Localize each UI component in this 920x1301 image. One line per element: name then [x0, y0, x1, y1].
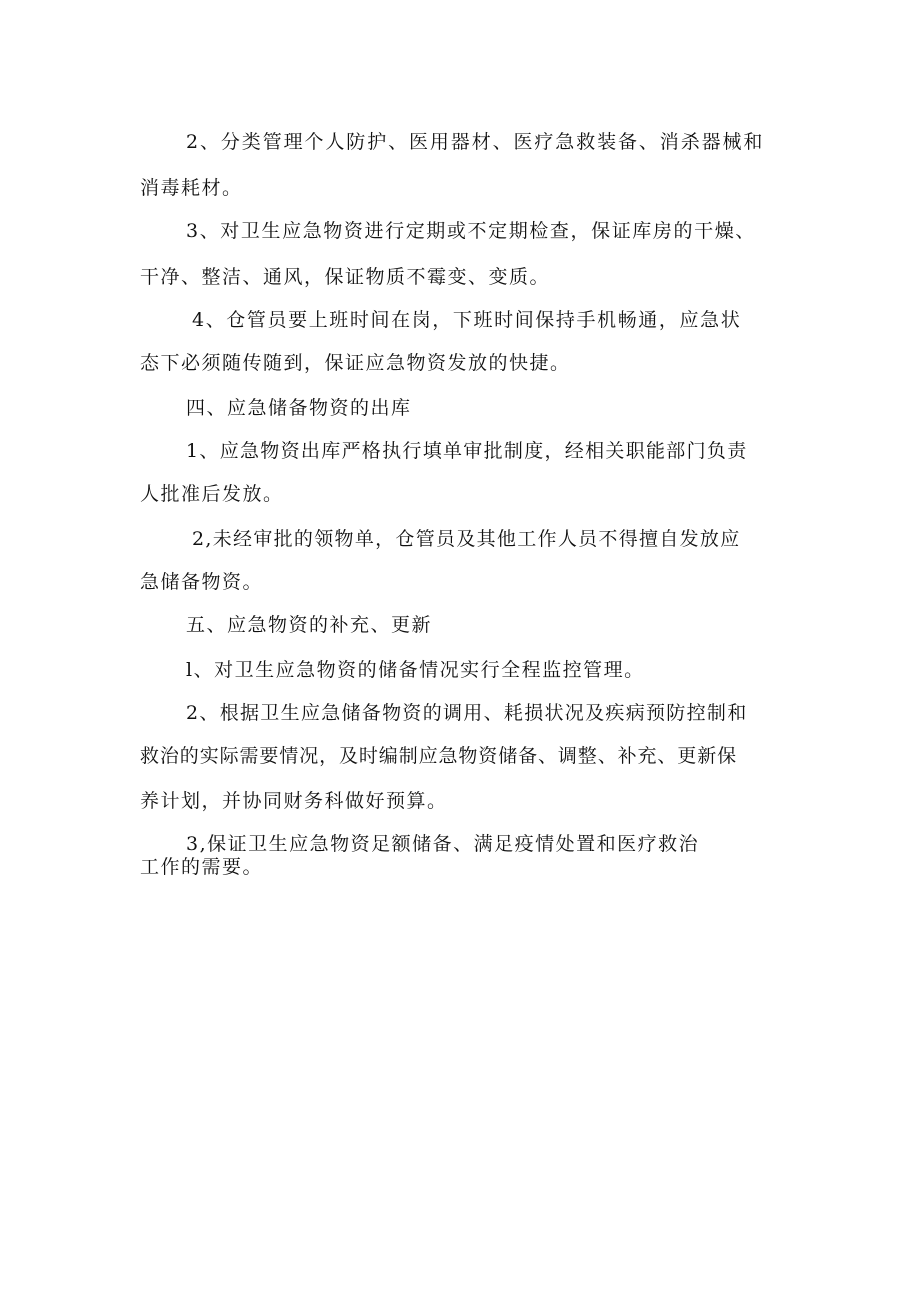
paragraph-line: 2,未经审批的领物单，仓管员及其他工作人员不得擅自发放应 — [192, 528, 741, 550]
paragraph-line: 1、应急物资出库严格执行填单审批制度，经相关职能部门负责 — [186, 440, 748, 462]
paragraph-line: 养计划，并协同财务科做好预算。 — [140, 790, 448, 812]
paragraph-line: 2、分类管理个人防护、医用器材、医疗急救装备、消杀器械和 — [186, 131, 765, 153]
paragraph-line: 救治的实际需要情况，及时编制应急物资储备、调整、补充、更新保 — [140, 745, 738, 767]
paragraph-line: 干净、整洁、通风，保证物质不霉变、变质。 — [140, 266, 551, 288]
paragraph-line: 消毒耗材。 — [140, 177, 243, 199]
paragraph-line: 3,保证卫生应急物资足额储备、满足疫情处置和医疗救治 — [186, 833, 700, 855]
paragraph-line: 工作的需要。 — [140, 856, 264, 878]
paragraph-line: 人批准后发放。 — [140, 483, 284, 505]
section-heading: 五、应急物资的补充、更新 — [186, 614, 433, 636]
paragraph-line: 态下必须随传随到，保证应急物资发放的快捷。 — [140, 352, 571, 374]
paragraph-line: 急储备物资。 — [140, 571, 264, 593]
paragraph-line: l、对卫生应急物资的储备情况实行全程监控管理。 — [186, 659, 645, 681]
paragraph-line: 2、根据卫生应急储备物资的调用、耗损状况及疾病预防控制和 — [186, 702, 748, 724]
paragraph-line: 3、对卫生应急物资进行定期或不定期检查，保证库房的干燥、 — [186, 220, 756, 242]
section-heading: 四、应急储备物资的出库 — [186, 397, 412, 419]
paragraph-line: 4、仓管员要上班时间在岗，下班时间保持手机畅通，应急状 — [192, 309, 742, 331]
